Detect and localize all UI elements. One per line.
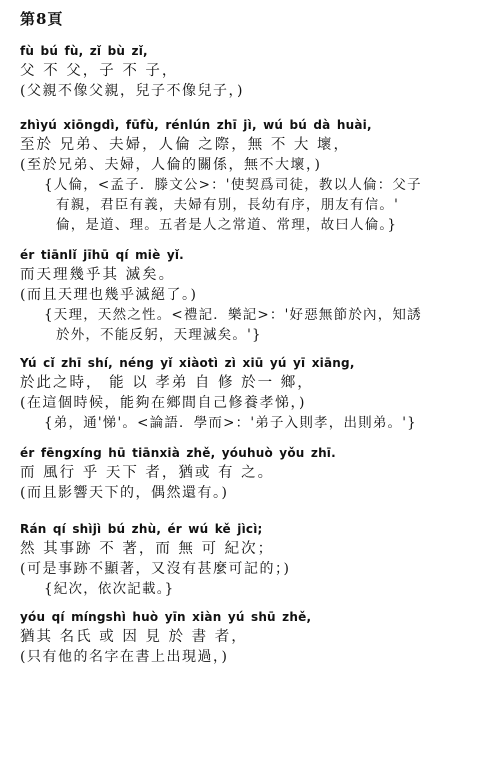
annotation-line: {弟，通'悌'。<論語．學而>：'弟子入則孝，出則弟。'} [44, 415, 417, 431]
annotation-line: 有親，君臣有義，夫婦有別，長幼有序，朋友有信。' [56, 197, 400, 213]
chinese-text-line: 猶其 名氏 或 因 見 於 書 者， [20, 629, 248, 645]
stanza-4 [20, 354, 490, 433]
annotation-line: 倫，是道、理。五者是人之常道、常理，故曰人倫。} [56, 217, 398, 233]
pinyin-line: ér tiānlǐ jīhū qí miè yǐ. [20, 248, 184, 262]
translation-line: (至於兄弟、夫婦，人倫的關係，無不大壞，) [20, 157, 322, 173]
translation-line: (父親不像父親，兒子不像兒子，) [20, 83, 244, 99]
annotation-line: {天理，天然之性。<禮記．樂記>：'好惡無節於內，知誘 [44, 307, 422, 323]
translation-line: (可是事跡不顯著，又沒有甚麼可記的；) [20, 561, 291, 577]
annotation-line: {紀次，依次記載。} [44, 581, 175, 597]
stanza-7 [20, 608, 490, 667]
page-number: 第8頁 [20, 10, 64, 28]
chinese-text-line: 父 不 父，子 不 子， [20, 63, 179, 79]
annotation-line: 於外，不能反躬，天理滅矣。'} [56, 327, 262, 343]
stanza-5 [20, 444, 490, 503]
pinyin-line: Rán qí shìjì bú zhù, ér wú kě jìcì; [20, 522, 263, 536]
translation-line: (只有他的名字在書上出現過，) [20, 649, 229, 665]
pinyin-line: fù bú fù, zǐ bù zǐ, [20, 44, 148, 58]
translation-line: (在這個時候，能夠在鄉間自己修養孝悌，) [20, 395, 306, 411]
stanza-1 [20, 42, 490, 101]
translation-line: (而且影響天下的，偶然還有。) [20, 485, 229, 501]
chinese-text-line: 然 其事跡 不 著，而 無 可 紀次； [20, 541, 275, 557]
pinyin-line: Yú cǐ zhī shí, néng yǐ xiàotì zì xiū yú yī xiāng, [20, 356, 355, 370]
stanza-2 [20, 116, 490, 235]
chinese-text-line: 於此之時， 能 以 孝弟 自 修 於一 鄉， [20, 375, 314, 391]
stanza-6 [20, 520, 490, 599]
chinese-text-line: 至於 兄弟、夫婦，人倫 之際，無 不 大 壞， [20, 137, 351, 153]
pinyin-line: yóu qí míngshì huò yīn xiàn yú shū zhě, [20, 610, 312, 624]
pinyin-line: ér fēngxíng hū tiānxià zhě, yóuhuò yǒu zhī. [20, 446, 336, 460]
translation-line: (而且天理也幾乎滅絕了。) [20, 287, 198, 303]
stanza-3 [20, 246, 490, 345]
chinese-text-line: 而 風行 乎 天下 者，猶或 有 之。 [20, 465, 275, 481]
pinyin-line: zhìyú xiōngdì, fūfù, rénlún zhī jì, wú bú dà huài, [20, 118, 372, 132]
annotation-line: {人倫，<孟子．滕文公>：'使契爲司徒，教以人倫：父子 [44, 177, 422, 193]
chinese-text-line: 而天理幾乎其 滅矣。 [20, 267, 176, 283]
